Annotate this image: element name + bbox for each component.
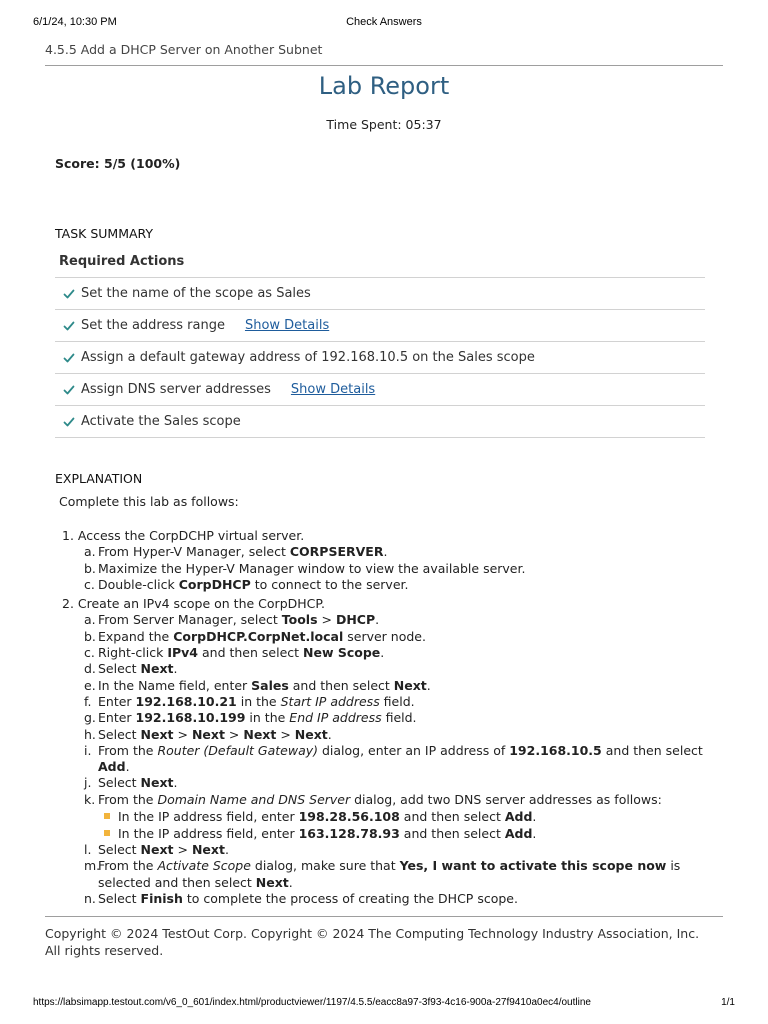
required-actions-heading: Required Actions	[59, 254, 185, 269]
task-item	[55, 406, 705, 438]
substep: e. In the Name field, enter Sales and then select Next.	[84, 677, 431, 693]
check-icon	[63, 320, 75, 332]
substep: a. From Hyper-V Manager, select CORPSERVER.	[84, 544, 388, 560]
substep-letter: k.	[84, 791, 96, 807]
task-item	[55, 342, 705, 374]
check-icon	[63, 416, 75, 428]
score: Score: 5/5 (100%)	[55, 156, 181, 171]
explanation-steps	[62, 528, 722, 910]
substep: n. Select Finish to complete the process of creating the DHCP scope.	[84, 890, 518, 906]
bullet-item: In the IP address field, enter 163.128.78.93 and then select Add.	[118, 825, 722, 842]
substep: j. Select Next.	[84, 775, 178, 791]
task-label: Assign DNS server addresses	[81, 382, 271, 397]
header-divider	[45, 65, 723, 66]
substep-letter: c.	[84, 576, 95, 592]
substep: l. Select Next > Next.	[84, 842, 229, 858]
substep-letter: i.	[84, 742, 92, 758]
substep-letter: c.	[84, 645, 95, 661]
task-label: Assign a default gateway address of 192.168.10.5 on the Sales scope	[81, 350, 535, 365]
substep-letter: m.	[84, 858, 101, 874]
copyright: Copyright © 2024 TestOut Corp. Copyright © 2024 The Computing Technology Industry Association, Inc. All rights reserved.	[45, 926, 700, 958]
substep: m. From the Activate Scope dialog, make sure that Yes, I want to activate this scope now is selected and then select Next.	[84, 858, 681, 890]
substep-letter: h.	[84, 726, 96, 742]
check-icon	[63, 288, 75, 300]
check-icon	[63, 384, 75, 396]
footer-divider	[45, 916, 723, 917]
substep: i. From the Router (Default Gateway) dialog, enter an IP address of 192.168.10.5 and then select Add.	[84, 742, 703, 775]
substep-letter: a.	[84, 544, 96, 560]
step-text: 1. Access the CorpDCHP virtual server.	[62, 528, 305, 543]
show-details-link[interactable]: Show Details	[290, 382, 376, 397]
time-spent: Time Spent: 05:37	[326, 117, 442, 132]
substep-list	[62, 544, 722, 593]
show-details-link[interactable]: Show Details	[244, 318, 330, 333]
substep-letter: a.	[84, 612, 96, 628]
step-text: 2. Create an IPv4 scope on the CorpDHCP.	[62, 596, 325, 612]
substep-letter: b.	[84, 560, 96, 576]
page-title: Lab Report	[318, 72, 450, 100]
substep-letter: j.	[84, 775, 92, 791]
substep-letter: n.	[84, 890, 96, 906]
explanation-intro: Complete this lab as follows:	[59, 494, 239, 509]
substep-letter: f.	[84, 693, 92, 709]
bullet-list	[98, 808, 722, 842]
bullet-item: In the IP address field, enter 198.28.56.108 and then select Add.	[118, 808, 722, 825]
substep: c. Right-click IPv4 and then select New Scope.	[84, 645, 385, 661]
check-icon	[63, 352, 75, 364]
substep: g. Enter 192.168.10.199 in the End IP address field.	[84, 710, 417, 726]
explanation-step	[62, 596, 722, 907]
substep: k. From the Domain Name and DNS Server dialog, add two DNS server addresses as follows: In the IP address field, enter 198.28.56.108 and then select Add. In the IP address field, enter 163.128.78.93 and then select Add.	[98, 792, 722, 842]
substep: b. Expand the CorpDHCP.CorpNet.local server node.	[84, 628, 426, 644]
substep: c. Double-click CorpDHCP to connect to the server.	[84, 576, 409, 592]
substep: h. Select Next > Next > Next > Next.	[84, 726, 332, 742]
substep: d. Select Next.	[84, 661, 178, 677]
print-page-number: 1/1	[721, 997, 735, 1008]
substep: f. Enter 192.168.10.21 in the Start IP address field.	[84, 693, 415, 709]
task-item	[55, 278, 705, 310]
print-date: 6/1/24, 10:30 PM	[33, 16, 117, 28]
breadcrumb: 4.5.5 Add a DHCP Server on Another Subnet	[45, 42, 323, 57]
task-item	[55, 374, 705, 406]
substep-list	[62, 612, 722, 907]
task-summary-heading: TASK SUMMARY	[55, 226, 154, 241]
substep: b. Maximize the Hyper-V Manager window to view the available server.	[84, 560, 526, 576]
substep-letter: g.	[84, 710, 96, 726]
substep: a. From Server Manager, select Tools > DHCP.	[84, 612, 380, 628]
substep-letter: e.	[84, 677, 96, 693]
explanation-heading: EXPLANATION	[55, 471, 143, 486]
task-item	[55, 310, 705, 342]
task-label: Activate the Sales scope	[81, 414, 241, 429]
print-title: Check Answers	[346, 16, 422, 28]
substep-letter: l.	[84, 842, 92, 858]
task-label: Set the address range	[81, 318, 225, 333]
task-label: Set the name of the scope as Sales	[81, 286, 311, 301]
substep-letter: d.	[84, 661, 96, 677]
explanation-step	[62, 528, 722, 593]
print-url: https://labsimapp.testout.com/v6_0_601/index.html/productviewer/1197/4.5.5/eacc8a97-3f93-4c16-900a-27f9410a0ec4/outline	[33, 997, 591, 1008]
substep-letter: b.	[84, 628, 96, 644]
task-list	[55, 277, 705, 438]
